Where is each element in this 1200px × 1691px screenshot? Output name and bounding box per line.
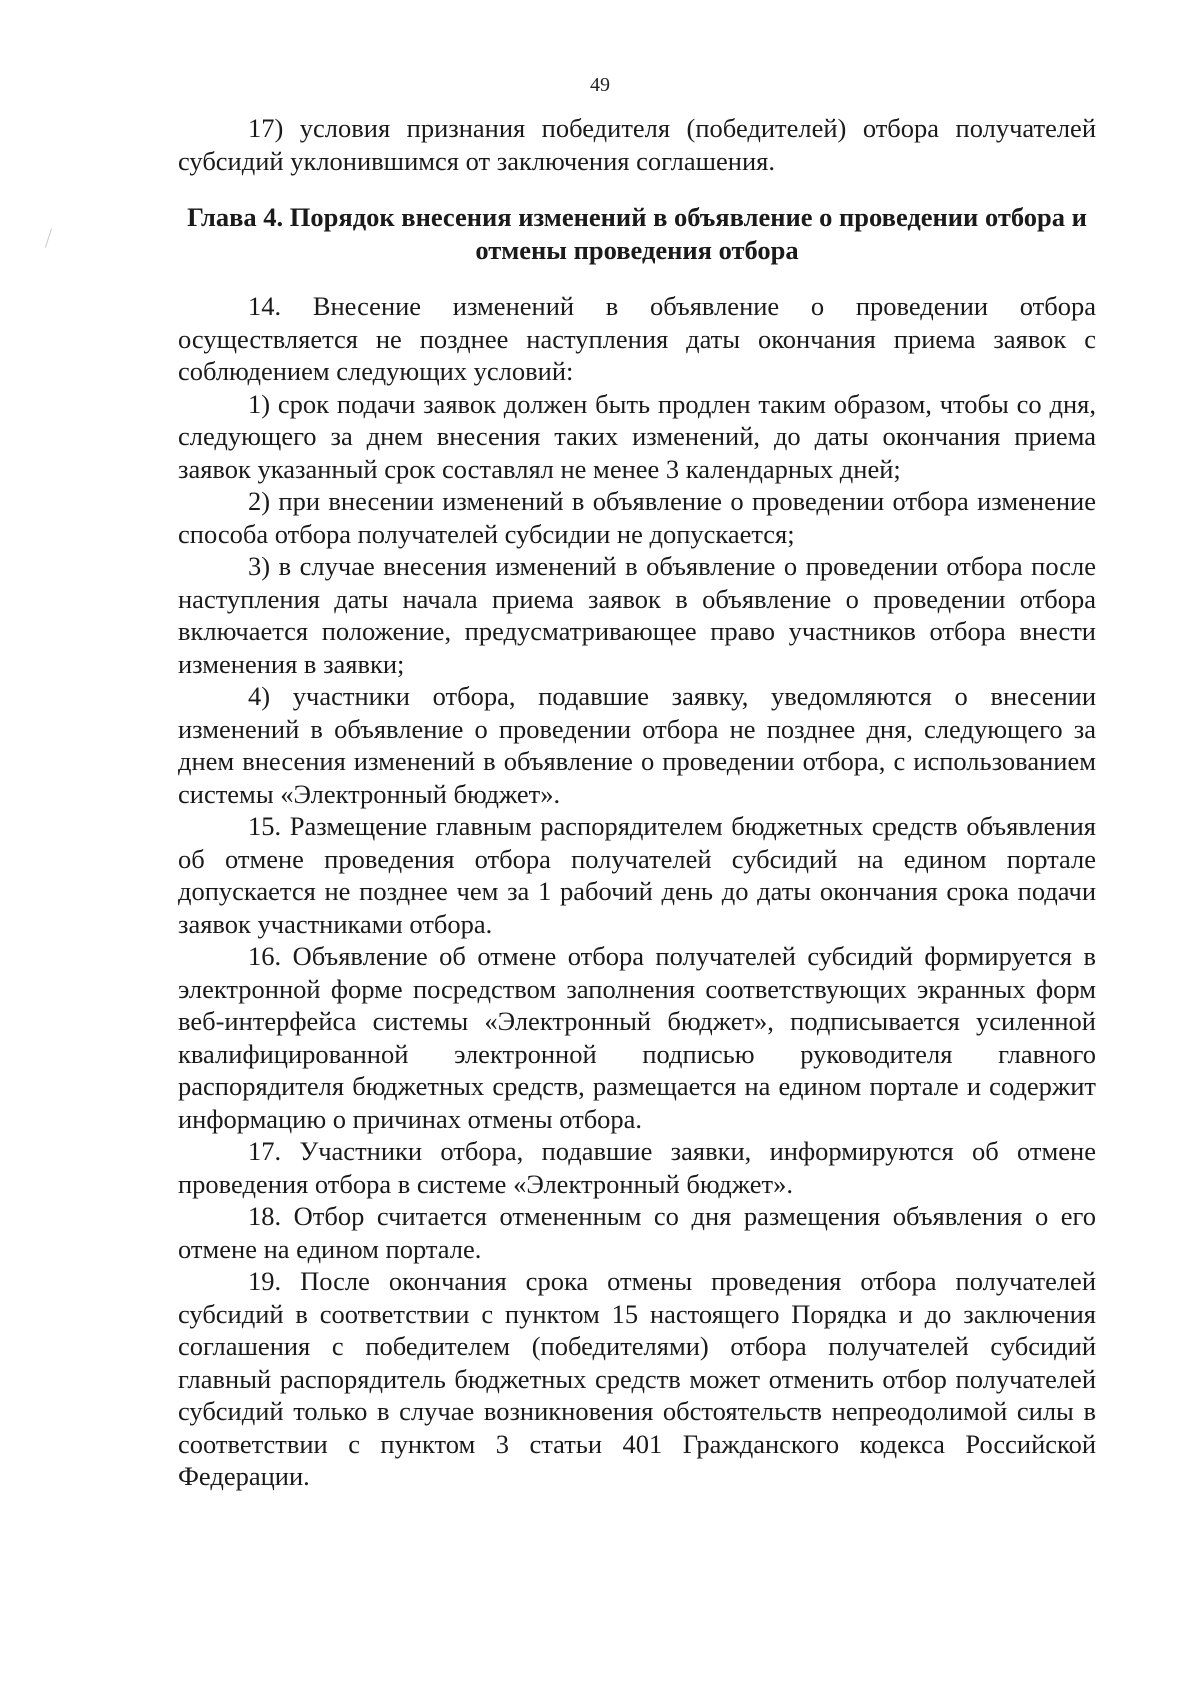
paragraph-14: 14. Внесение изменений в объявление о проведении отбора осуществляется не позднее наступления даты окончания приема заявок с соблюдением следующих условий:: [178, 291, 1096, 386]
page-number: 49: [590, 74, 610, 96]
subitem-3: 3) в случае внесения изменений в объявление о проведении отбора после наступления даты начала приема заявок в объявление о проведении отбора включается положение, предусматривающее право участников отбора внести изменения в заявки;: [178, 551, 1096, 679]
subitem-4: 4) участники отбора, подавшие заявку, уведомляются о внесении изменений в объявление о проведении отбора не позднее дня, следующего за днем внесения изменений в объявление о проведении отбора, с использованием системы «Электронный бюджет».: [178, 681, 1096, 809]
subitem-2: 2) при внесении изменений в объявление о проведении отбора изменение способа отбора получателей субсидии не допускается;: [178, 486, 1096, 549]
paragraph-17: 17. Участники отбора, подавшие заявки, информируются об отмене проведения отбора в системе «Электронный бюджет».: [178, 1136, 1096, 1199]
scan-artifact: [45, 228, 52, 247]
intro-paragraph: 17) условия признания победителя (победителей) отбора получателей субсидий уклонившимся от заключения соглашения.: [178, 113, 1096, 176]
paragraph-19: 19. После окончания срока отмены проведения отбора получателей субсидий в соответствии с пунктом 15 настоящего Порядка и до заключения соглашения с победителем (победителями) отбора получателей субсидий главный распорядитель бюджетных средств может отменить отбор получателей субсидий только в случае возникновения обстоятельств непреодолимой силы в соответствии с пунктом 3 статьи 401 Гражданского кодекса Российской Федерации.: [178, 1266, 1096, 1491]
paragraph-18: 18. Отбор считается отмененным со дня размещения объявления о его отмене на едином портале.: [178, 1201, 1096, 1264]
chapter-title: Глава 4. Порядок внесения изменений в объявление о проведении отбора и отмены проведения отбора: [187, 202, 1087, 265]
subitem-1: 1) срок подачи заявок должен быть продлен таким образом, чтобы со дня, следующего за днем внесения таких изменений, до даты окончания приема заявок указанный срок составлял не менее 3 календарных дней;: [178, 388, 1096, 484]
paragraph-15: 15. Размещение главным распорядителем бюджетных средств объявления об отмене проведения отбора получателей субсидий на едином портале допускается не позднее чем за 1 рабочий день до даты окончания срока подачи заявок участниками отбора.: [178, 811, 1096, 939]
paragraph-16: 16. Объявление об отмене отбора получателей субсидий формируется в электронной форме посредством заполнения соответствующих экранных форм веб-интерфейса системы «Электронный бюджет», подписывается усиленной квалифицированной электронной подписью руководителя главного распорядителя бюджетных средств, размещается на едином портале и содержит информацию о причинах отмены отбора.: [178, 941, 1096, 1134]
document-body: [178, 112, 1096, 1493]
